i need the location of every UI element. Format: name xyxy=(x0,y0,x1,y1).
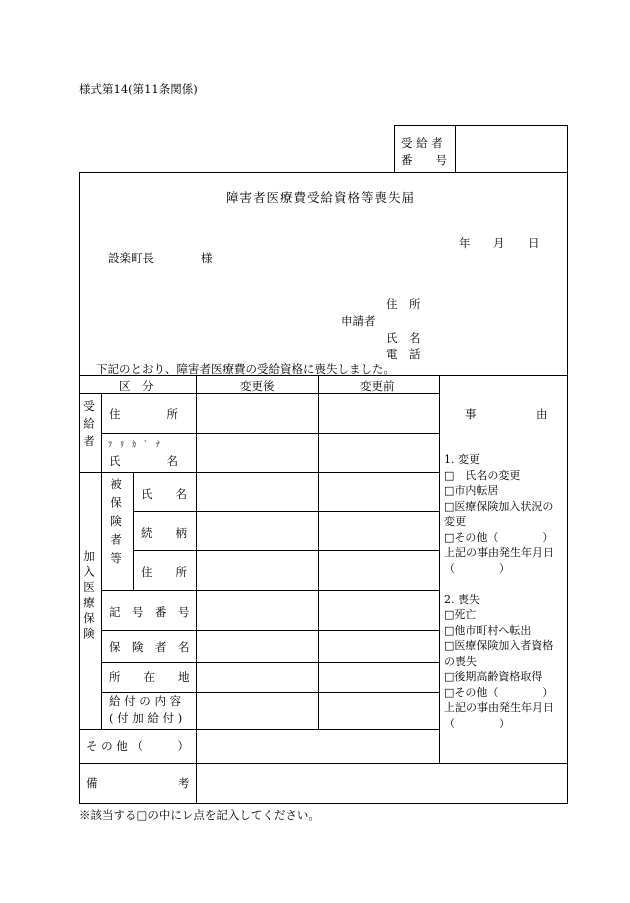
reason-line[interactable]: □医療保険加入状況の xyxy=(444,499,554,513)
remarks-label: 備 考 xyxy=(86,776,190,790)
column-header-before: 変更前 xyxy=(360,379,395,393)
applicant-label: 申請者 xyxy=(341,314,376,328)
reason-list xyxy=(444,452,554,731)
date-year: 年 xyxy=(459,236,471,250)
applicant-name-label: 氏 名 xyxy=(386,331,421,345)
insured-address-label: 住 所 xyxy=(141,565,187,579)
reason-header-2: 由 xyxy=(536,407,548,421)
insured-group-label: 被保険者等 xyxy=(109,478,123,571)
recipient-address-label: 住 所 xyxy=(109,407,178,421)
reason-line: 変更 xyxy=(444,515,466,528)
date-month: 月 xyxy=(493,236,505,250)
reason-line[interactable]: □医療保険加入者資格 xyxy=(444,639,554,652)
symbol-number-label: 記 号 番 号 xyxy=(109,605,190,619)
reason-line[interactable]: □その他（ ） xyxy=(444,530,554,544)
recipient-number-field[interactable] xyxy=(457,127,565,170)
reason-line[interactable]: □他市町村へ転出 xyxy=(444,623,532,637)
recipient-name-after-field[interactable] xyxy=(198,435,316,470)
reason-header-1: 事 xyxy=(465,407,477,421)
reason-line: （ ） xyxy=(444,716,510,730)
insurance-group-label: 加入医療保険 xyxy=(82,550,96,643)
date-day: 日 xyxy=(528,236,540,250)
applicant-phone-label: 電 話 xyxy=(386,347,421,361)
recipient-name-before-field[interactable] xyxy=(320,435,437,470)
benefit-label-2: ( 付 加 給 付 ) xyxy=(109,711,183,725)
recipient-number-label-1: 受 給 者 xyxy=(401,136,443,150)
recipient-number-label-2: 番 号 xyxy=(401,153,447,167)
insured-relation-label: 続 柄 xyxy=(141,526,187,540)
reason-line[interactable]: □その他（ ） xyxy=(444,685,554,699)
reason-line: 上記の事由発生年月日 xyxy=(444,701,554,714)
recipient-furigana-label: ﾌ ﾘ ｶ ﾞ ﾅ xyxy=(108,440,160,449)
insured-name-label: 氏 名 xyxy=(141,487,187,501)
applicant-address-label: 住 所 xyxy=(386,297,421,311)
recipient-name-label: 氏 名 xyxy=(109,454,178,468)
footnote: ※該当する□の中にレ点を記入してください。 xyxy=(79,808,320,822)
benefit-label-1: 給 付 の 内 容 xyxy=(109,694,182,708)
reason-line xyxy=(444,576,554,592)
reason-line: の喪失 xyxy=(444,654,477,668)
recipient-group-label: 受給者 xyxy=(82,400,96,453)
remarks-field[interactable] xyxy=(198,765,566,802)
addressee-name: 設楽町長 xyxy=(108,251,154,265)
form-title: 障害者医療費受給資格等喪失届 xyxy=(226,190,416,205)
column-header-after: 変更後 xyxy=(240,379,275,393)
reason-line[interactable]: □後期高齢資格取得 xyxy=(444,670,543,683)
reason-line[interactable]: □ 氏名の変更 xyxy=(444,468,521,482)
form-number-label: 様式第14(第11条関係) xyxy=(79,82,198,96)
addressee-honorific: 様 xyxy=(201,251,213,265)
reason-line[interactable]: □死亡 xyxy=(444,608,477,621)
reason-line: 2. 喪失 xyxy=(444,592,480,606)
recipient-address-after-field[interactable] xyxy=(198,395,316,431)
insurer-name-label: 保 険 者 名 xyxy=(109,640,190,654)
reason-line: （ ） xyxy=(444,561,510,575)
location-label: 所 在 地 xyxy=(109,670,190,684)
other-label: そ の 他 （ ） xyxy=(86,739,189,753)
other-field[interactable] xyxy=(198,731,437,761)
reason-line: 1. 変更 xyxy=(444,453,480,466)
statement-text: 下記のとおり、障害者医療費の受給資格に喪失しました。 xyxy=(96,362,395,376)
reason-line: 上記の事由発生年月日 xyxy=(444,546,554,559)
column-header-kubun: 区 分 xyxy=(119,379,154,393)
recipient-address-before-field[interactable] xyxy=(320,395,437,431)
reason-line[interactable]: □市内転居 xyxy=(444,484,499,497)
